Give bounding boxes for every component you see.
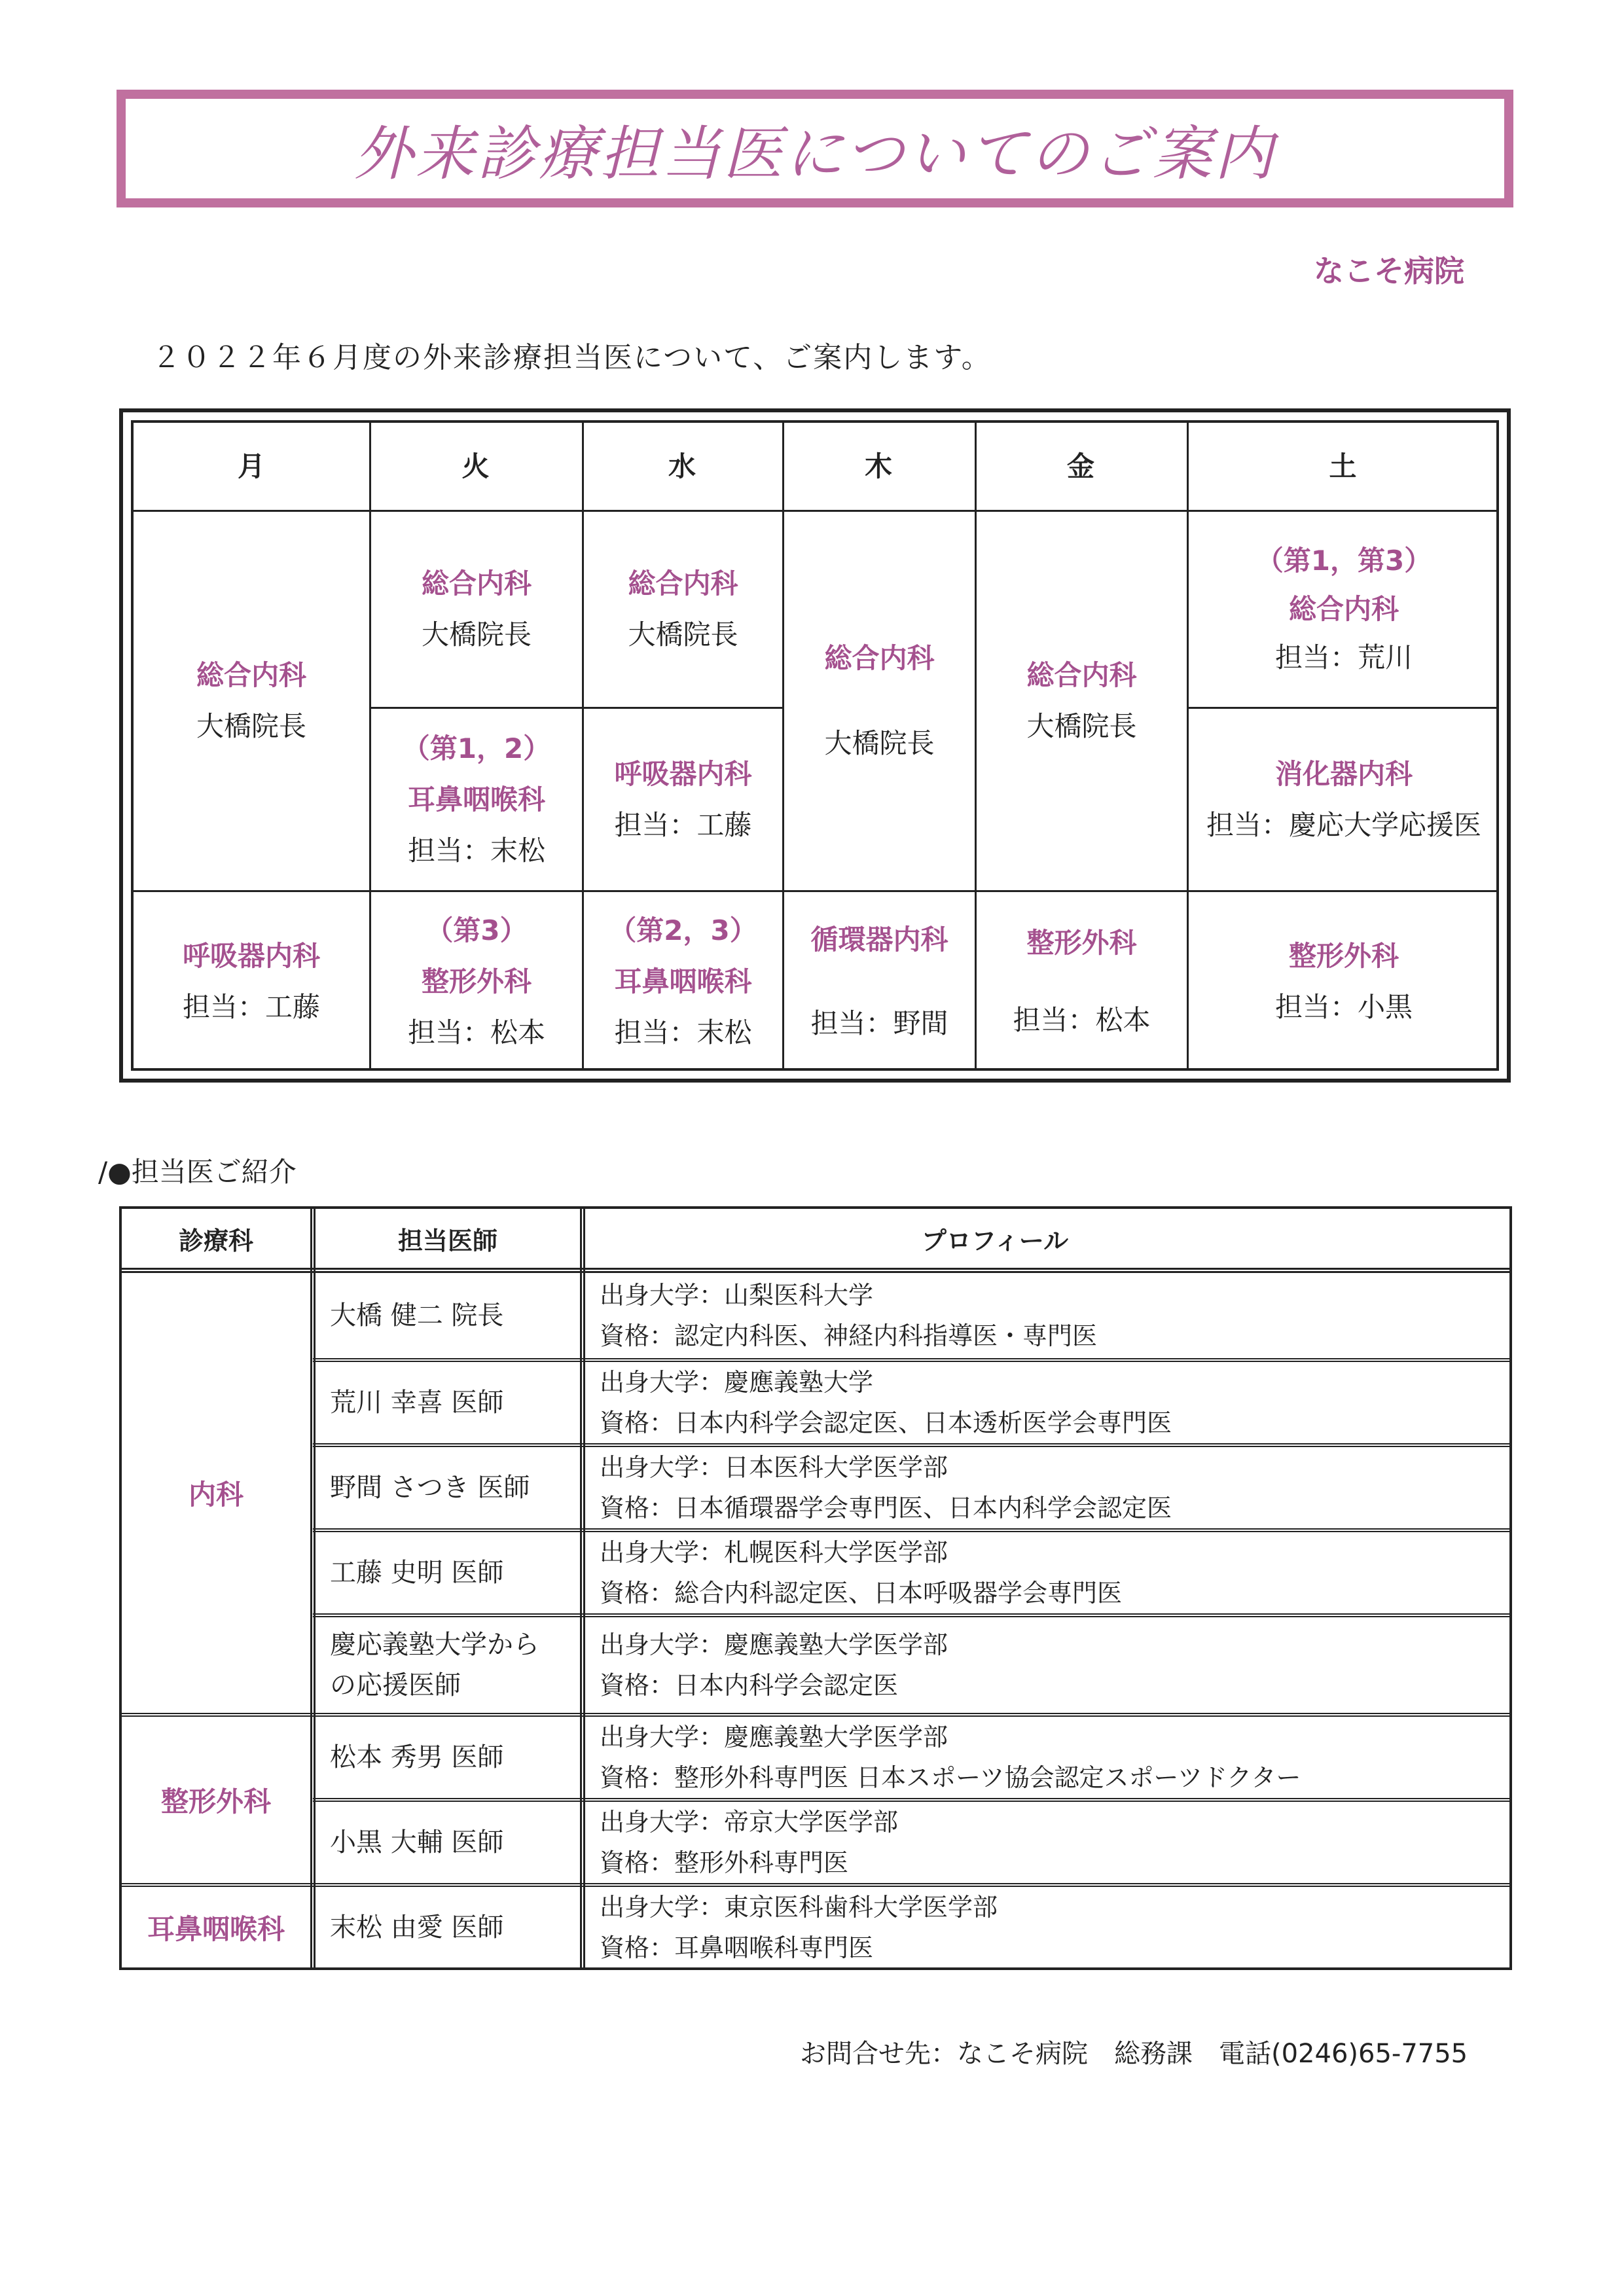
contact-info: お問合せ先：なこそ病院 総務課 電話(0246)65-7755 bbox=[800, 2039, 1468, 2069]
doctor-label: 担当：松本 bbox=[407, 1016, 545, 1049]
doctor-label: 担当：工藤 bbox=[182, 990, 320, 1023]
dept-cell-internal: 内科 bbox=[188, 1479, 244, 1511]
schedule-cell-wed-a bbox=[584, 512, 782, 707]
doctor-profile bbox=[585, 1617, 1509, 1713]
day-header-wed: 水 bbox=[668, 450, 696, 482]
dept-label: 総合内科 bbox=[421, 567, 532, 600]
doctor-label: 担当：松本 bbox=[1013, 1003, 1151, 1036]
profile-qualification: 資格：日本内科学会認定医、日本透析医学会専門医 bbox=[600, 1408, 1172, 1437]
doctor-label: 担当：荒川 bbox=[1274, 641, 1413, 673]
doctor-name: 末松 由愛 医師 bbox=[330, 1912, 504, 1943]
schedule-cell-tue-c bbox=[371, 892, 582, 1071]
doctor-name: 工藤 史明 医師 bbox=[330, 1558, 504, 1588]
doctor-profile bbox=[585, 1362, 1509, 1443]
dept-label: 総合内科 bbox=[1026, 659, 1137, 691]
doctor-label: 担当：末松 bbox=[407, 834, 545, 867]
profile-school: 出身大学：慶應義塾大学 bbox=[600, 1368, 874, 1397]
dept-label: 整形外科 bbox=[1288, 939, 1399, 972]
intro-text: ２０２２年６月度の外来診療担当医について、ご案内します。 bbox=[152, 341, 992, 374]
day-header-thu: 木 bbox=[864, 450, 892, 482]
doctor-label: 担当：慶応大学応援医 bbox=[1206, 808, 1481, 841]
doctor-label: 大橋院長 bbox=[628, 619, 738, 651]
profile-qualification: 資格：総合内科認定医、日本呼吸器学会専門医 bbox=[600, 1579, 1123, 1607]
dept-cell-ent: 耳鼻咽喉科 bbox=[147, 1912, 285, 1945]
dept-label: 呼吸器内科 bbox=[614, 757, 752, 790]
schedule-cell-sat-c bbox=[1189, 892, 1499, 1071]
profile-qualification: 資格：耳鼻咽喉科専門医 bbox=[600, 1933, 874, 1962]
doctor-profile-table bbox=[119, 1206, 1512, 1970]
doctor-label: 大橋院長 bbox=[421, 619, 532, 651]
doctor-name: 野間 さつき 医師 bbox=[330, 1473, 530, 1503]
doctor-label: 担当：工藤 bbox=[614, 808, 752, 841]
col-header-profile: プロフィール bbox=[921, 1226, 1069, 1255]
doctor-name: 松本 秀男 医師 bbox=[330, 1742, 504, 1772]
title-banner bbox=[117, 90, 1513, 207]
doctor-name: 荒川 幸喜 医師 bbox=[330, 1388, 504, 1418]
doctor-profile bbox=[585, 1532, 1509, 1613]
dept-label: 総合内科 bbox=[196, 659, 306, 691]
dept-label: 総合内科 bbox=[824, 642, 935, 674]
day-header-fri: 金 bbox=[1066, 450, 1094, 482]
profile-qualification: 資格：整形外科専門医 bbox=[600, 1848, 849, 1877]
doctor-profile bbox=[585, 1273, 1509, 1358]
schedule-cell-thu-b bbox=[784, 892, 975, 1071]
day-header-tue: 火 bbox=[461, 450, 490, 482]
dept-label: 総合内科 bbox=[628, 567, 738, 600]
dept-label: 循環器内科 bbox=[810, 923, 948, 956]
schedule-cell-sat-b bbox=[1189, 709, 1499, 890]
dept-label: 耳鼻咽喉科 bbox=[407, 783, 545, 816]
doctor-name: 小黒 大輔 医師 bbox=[330, 1827, 504, 1857]
profile-school: 出身大学：慶應義塾大学医学部 bbox=[600, 1723, 948, 1751]
week-note: （第1，第3） bbox=[1255, 545, 1432, 577]
dept-label: 呼吸器内科 bbox=[182, 939, 320, 972]
schedule-cell-tue-b bbox=[371, 709, 582, 890]
col-header-doctor: 担当医師 bbox=[397, 1226, 497, 1255]
week-note: （第2，3） bbox=[609, 914, 757, 946]
profile-qualification: 資格：整形外科専門医 日本スポーツ協会認定スポーツドクター bbox=[600, 1763, 1301, 1792]
col-header-dept: 診療科 bbox=[178, 1226, 253, 1255]
schedule-table bbox=[131, 420, 1499, 1071]
doctor-profile bbox=[585, 1717, 1509, 1798]
doctor-name bbox=[316, 1617, 580, 1713]
schedule-cell-mon-a bbox=[134, 512, 369, 890]
profile-qualification: 資格：日本内科学会認定医 bbox=[600, 1671, 899, 1700]
dept-label: 消化器内科 bbox=[1274, 757, 1413, 790]
doctor-label: 担当：野間 bbox=[810, 1007, 948, 1039]
profile-qualification: 資格：認定内科医、神経内科指導医・専門医 bbox=[600, 1321, 1098, 1350]
profile-school: 出身大学：東京医科歯科大学医学部 bbox=[600, 1892, 998, 1922]
doctor-profile bbox=[585, 1887, 1509, 1967]
section-title: /●担当医ご紹介 bbox=[98, 1156, 297, 1188]
profile-qualification: 資格：日本循環器学会専門医、日本内科学会認定医 bbox=[600, 1494, 1172, 1522]
schedule-cell-sat-a bbox=[1189, 512, 1499, 707]
day-header-mon: 月 bbox=[237, 450, 265, 482]
profile-school: 出身大学：日本医科大学医学部 bbox=[600, 1453, 948, 1482]
doctor-label: 大橋院長 bbox=[1026, 710, 1137, 742]
schedule-cell-fri-a bbox=[977, 512, 1187, 890]
day-header-sat: 土 bbox=[1329, 450, 1357, 482]
hospital-name: なこそ病院 bbox=[1314, 253, 1464, 289]
doctor-label: 担当：末松 bbox=[614, 1016, 752, 1049]
dept-cell-orthopedics: 整形外科 bbox=[160, 1785, 271, 1818]
profile-school: 出身大学：山梨医科大学 bbox=[600, 1281, 874, 1310]
schedule-cell-wed-c bbox=[584, 892, 782, 1071]
doctor-profile bbox=[585, 1802, 1509, 1883]
schedule-cell-wed-b bbox=[584, 709, 782, 890]
page-title: 外来診療担当医についてのご案内 bbox=[353, 120, 1276, 188]
doctor-label: 担当：小黒 bbox=[1274, 990, 1413, 1023]
dept-label: 整形外科 bbox=[1026, 926, 1137, 959]
profile-school: 出身大学：帝京大学医学部 bbox=[600, 1808, 899, 1837]
profile-school: 出身大学：慶應義塾大学医学部 bbox=[600, 1630, 948, 1659]
schedule-cell-thu-a bbox=[784, 512, 975, 890]
doctor-label: 大橋院長 bbox=[824, 727, 935, 759]
schedule-cell-mon-b bbox=[134, 892, 369, 1071]
dept-label: 耳鼻咽喉科 bbox=[614, 965, 752, 997]
profile-school: 出身大学：札幌医科大学医学部 bbox=[600, 1538, 948, 1567]
schedule-cell-tue-a bbox=[371, 512, 582, 707]
doctor-name-line2: の応援医師 bbox=[330, 1670, 461, 1700]
dept-label: 整形外科 bbox=[421, 965, 532, 997]
schedule-cell-fri-b bbox=[977, 892, 1187, 1071]
doctor-profile bbox=[585, 1447, 1509, 1528]
week-note: （第1，2） bbox=[402, 732, 551, 764]
doctor-label: 大橋院長 bbox=[196, 710, 306, 742]
doctor-name: 大橋 健二 院長 bbox=[330, 1300, 504, 1331]
week-note: （第3） bbox=[425, 914, 528, 946]
doctor-name-line1: 慶応義塾大学から bbox=[330, 1630, 539, 1660]
dept-label: 総合内科 bbox=[1288, 593, 1399, 625]
